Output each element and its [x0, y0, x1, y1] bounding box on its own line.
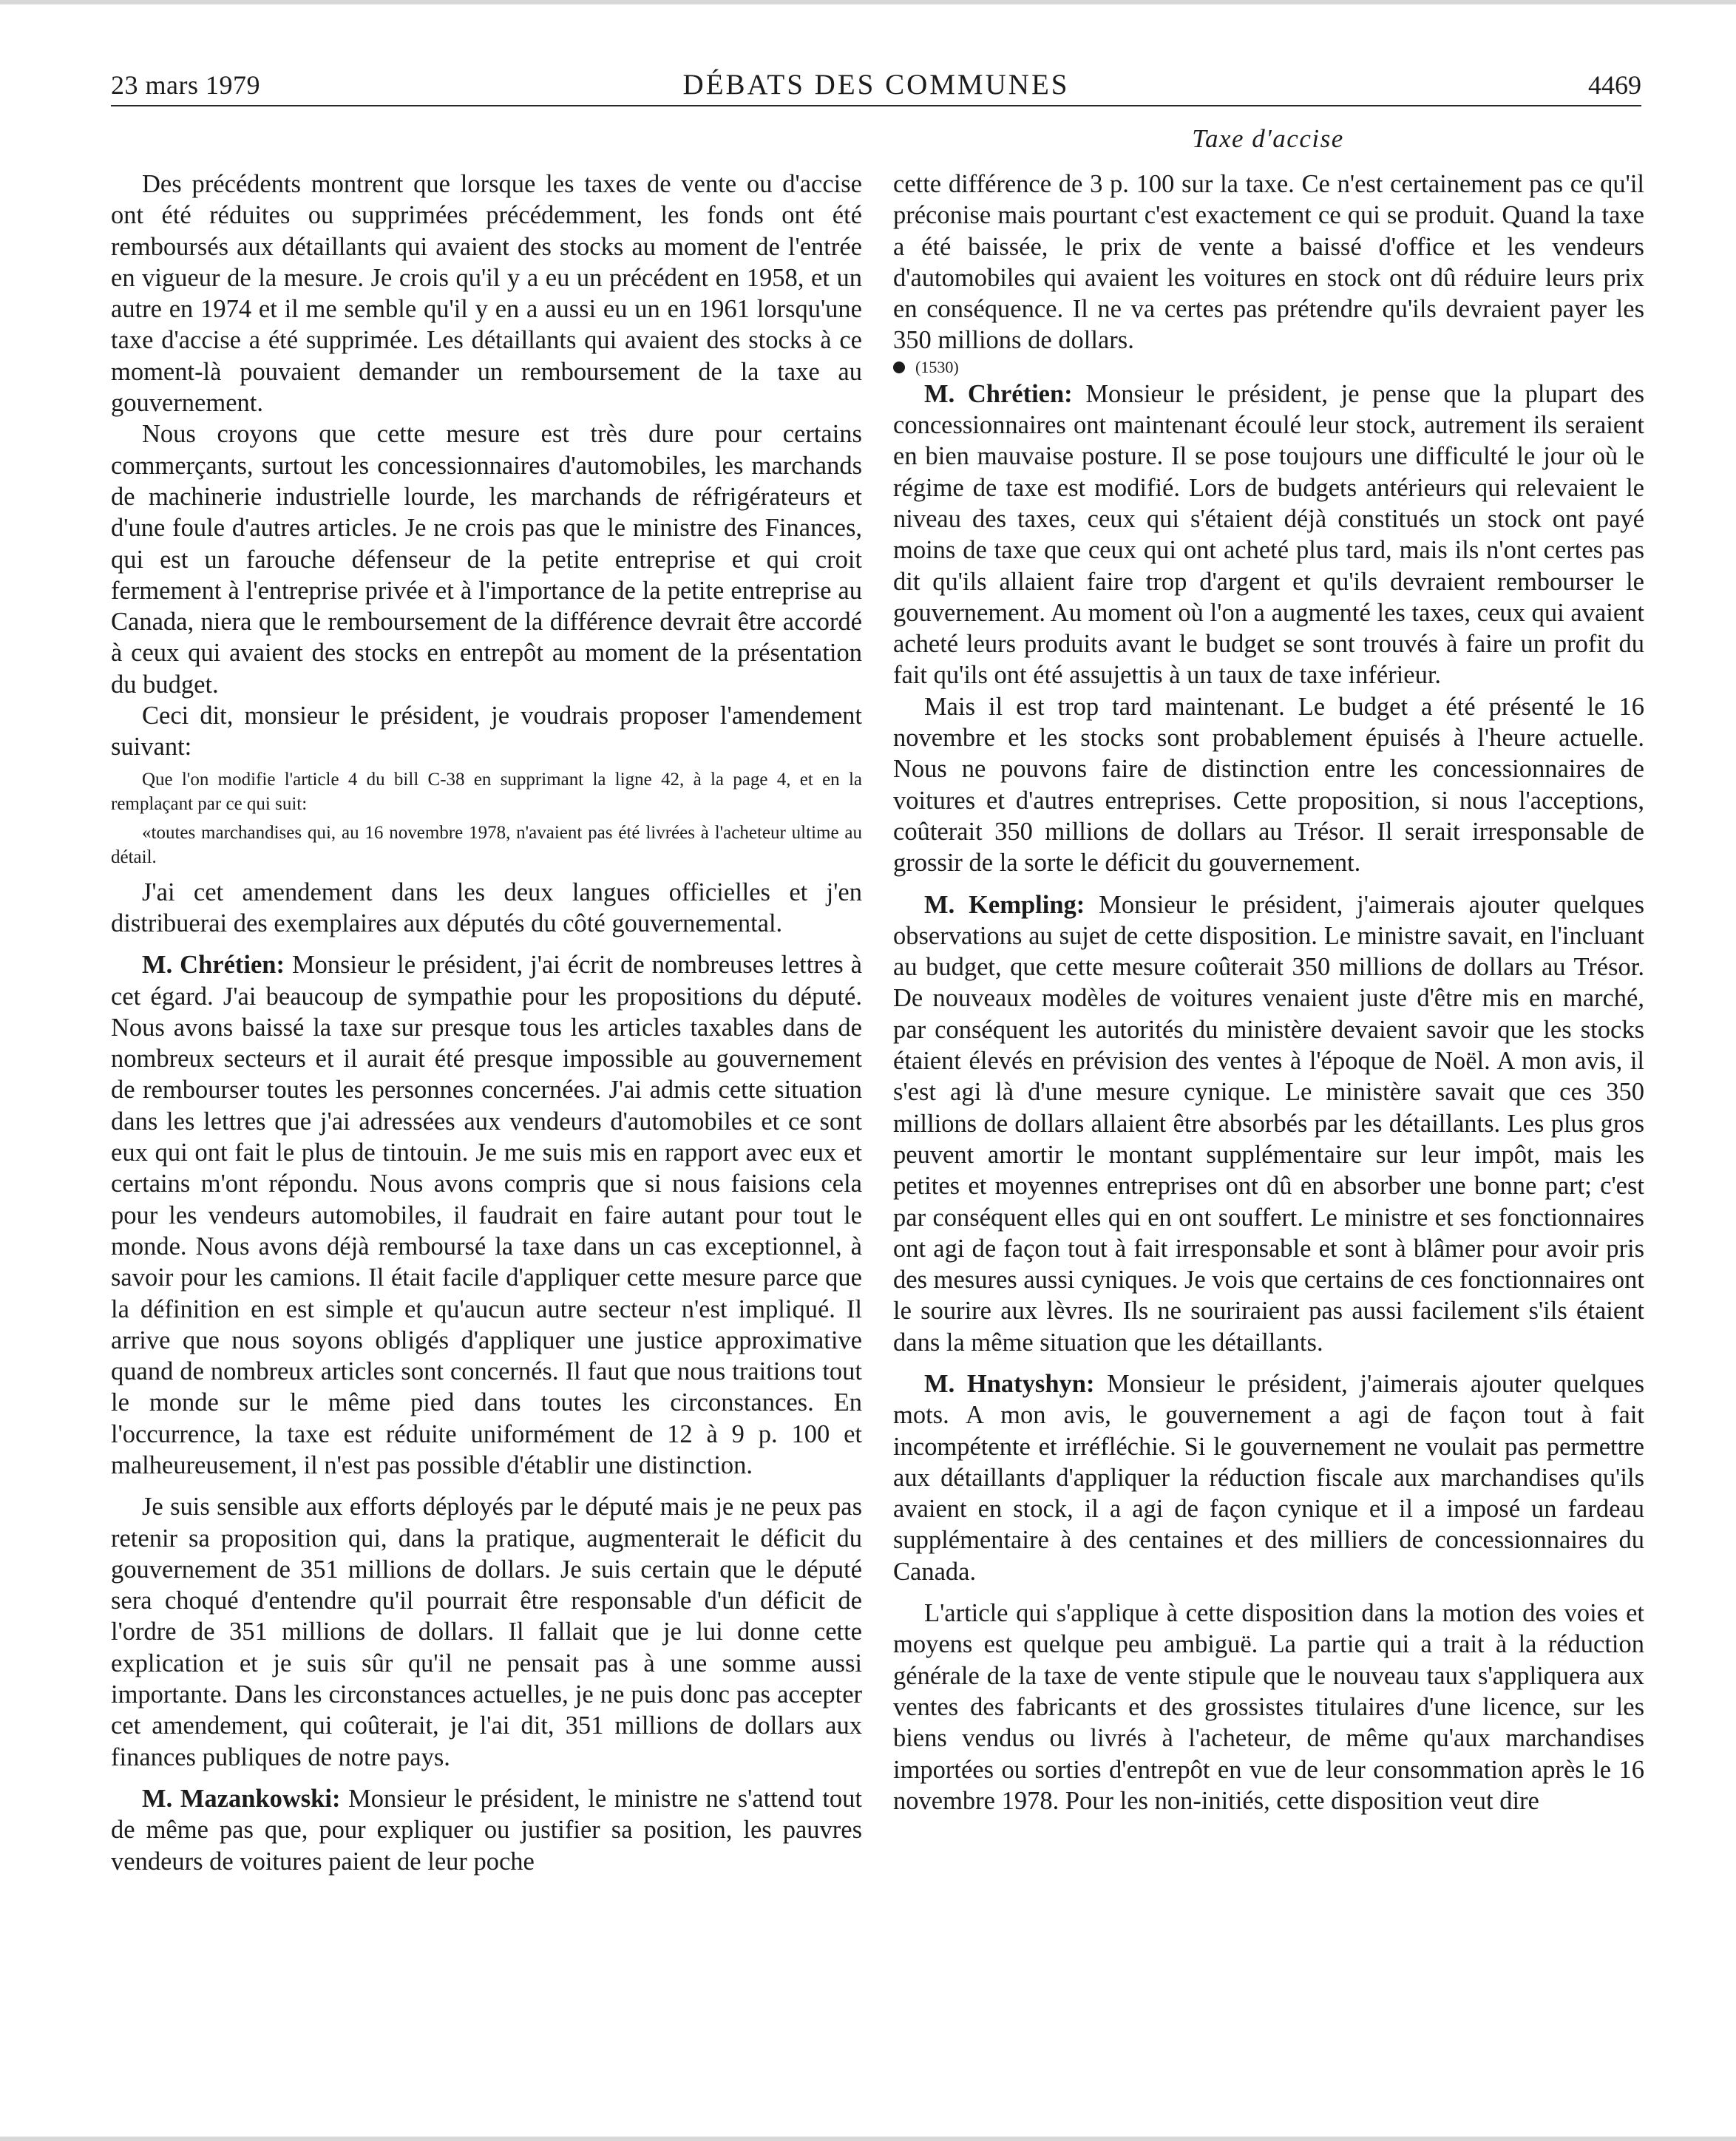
right-paragraph-4	[893, 889, 1644, 1358]
page-bottom-edge	[0, 2137, 1736, 2141]
left-paragraph-1: Des précédents montrent que lorsque les taxes de vente ou d'accise ont été réduites ou supprimées précédemment, les fonds ont été remboursés aux détaillants qui avaient des stocks au moment de l'entrée en vigueur de la mesure. Je crois qu'il y a eu un précédent en 1958, et un autre en 1974 et il me semble qu'il y en a aussi eu un en 1961 lorsqu'une taxe d'accise a été supprimée. Les détaillants qui avaient des stocks à ce moment-là pouvaient demander un remboursement de la taxe au gouvernement.	[111, 170, 862, 418]
speaker-name: M. Chrétien:	[924, 379, 1073, 408]
page-header	[111, 65, 1641, 106]
header-title: DÉBATS DES COMMUNES	[682, 69, 1070, 101]
time-marker-text: (1530)	[915, 357, 959, 376]
right-paragraph-3: Mais il est trop tard maintenant. Le budget a été présenté le 16 novembre et les stocks sont probablement épuisés à l'heure actuelle. Nous ne pouvons faire de distinction entre les concessionnaires de voitures et d'autres entreprises. Cette proposition, si nous l'acceptions, coûterait 350 millions de dollars au Trésor. Il serait irresponsable de grossir de la sorte le déficit du gouvernement.	[893, 692, 1644, 878]
speech-text: Monsieur le président, j'ai écrit de nombreuses lettres à cet égard. J'ai beaucoup de sympathie pour les propositions du député. Nous avons baissé la taxe sur presque tous les articles taxables dans de nombreux secteurs et il aurait été presque impossible au gouvernement de rembourser toutes les personnes concernées. J'ai admis cette situation dans les lettres que j'ai adressées aux vendeurs d'automobiles et ce sont eux qui ont fait le plus de tintouin. Je me suis mis en rapport avec eux et certains m'ont répondu. Nous avons compris que si nous faisions cela pour les vendeurs automobiles, il faudrait en faire autant pour tout le monde. Nous avons déjà remboursé la taxe dans un cas exceptionnel, à savoir pour les camions. Il était facile d'appliquer cette mesure parce que la définition en est simple et qu'aucun autre secteur n'est impliqué. Il arrive que nous soyons obligés d'appliquer une justice approximative quand de nombreux articles sont concernés. Il faut que nous traitions tout le monde sur le même pied dans toutes les circonstances. En l'occurrence, la taxe est réduite uniformément de 12 à 9 p. 100 et malheureusement, il n'est pas possible d'établir une distinction.	[111, 951, 862, 1479]
left-paragraph-4: J'ai cet amendement dans les deux langues officielles et j'en distribuerai des exemplaires aux députés du côté gouvernemental.	[111, 878, 862, 937]
right-paragraph-1: cette différence de 3 p. 100 sur la taxe. Ce n'est certainement pas ce qu'il préconise mais pourtant c'est exactement ce qui se produit. Quand la taxe a été baissée, le prix de vente a baissé d'office et les vendeurs d'automobiles qui avaient les voitures en stock ont dû réduire leurs prix en conséquence. Il ne va certes pas prétendre qu'ils devraient payer les 350 millions de dollars.	[893, 170, 1644, 355]
right-paragraph-5	[893, 1368, 1644, 1587]
time-marker	[893, 356, 1644, 379]
speaker-name: M. Kempling:	[924, 890, 1085, 919]
left-paragraph-2: Nous croyons que cette mesure est très dure pour certains commerçants, surtout les concessionnaires d'automobiles, les marchands de machinerie industrielle lourde, les marchands de réfrigérateurs et d'une foule d'autres articles. Je ne crois pas que le ministre des Finances, qui est un farouche défenseur de la petite entreprise et qui croit fermement à l'entreprise privée et à l'importance de la petite entreprise au Canada, niera que le remboursement de la différence devrait être accordé à ceux qui avaient des stocks en entrepôt au moment de la présentation du budget.	[111, 420, 862, 699]
header-date: 23 mars 1979	[111, 70, 260, 100]
section-title: Taxe d'accise	[1192, 124, 1344, 153]
left-paragraph-3: Ceci dit, monsieur le président, je voudrais proposer l'amendement suivant:	[111, 702, 862, 761]
left-paragraph-6: Je suis sensible aux efforts déployés par le député mais je ne peux pas retenir sa proposition qui, dans la pratique, augmenterait le déficit du gouvernement de 351 millions de dollars. Je suis certain que le député sera choqué d'entendre qu'il pourrait être responsable d'un déficit de l'ordre de 351 millions de dollars. Il fallait que je lui donne cette explication et je suis sûr qu'il ne pensait pas à une somme aussi importante. Dans les circonstances actuelles, je ne puis donc pas accepter cet amendement, qui coûterait, je l'ai dit, 351 millions de dollars aux finances publiques de notre pays.	[111, 1493, 862, 1771]
right-paragraph-6: L'article qui s'applique à cette disposition dans la motion des voies et moyens est quelque peu ambiguë. La partie qui a trait à la réduction générale de la taxe de vente stipule que le nouveau taux s'appliquera aux ventes des fabricants et des grossistes titulaires d'une licence, sur les biens vendus ou livrés à l'acheteur, de même qu'aux marchandises importées ou sorties d'entrepôt en vue de leur consommation après le 16 novembre 1978. Pour les non-initiés, cette disposition veut dire	[893, 1599, 1644, 1815]
speech-text: Monsieur le président, j'aimerais ajouter quelques observations au sujet de cette disposition. Le ministre savait, en l'incluant au budget, que cette mesure coûterait 350 millions de dollars au Trésor. De nouveaux modèles de voitures venaient juste d'être mis en marché, par conséquent les autorités du ministère devaient savoir que les stocks étaient élevés en prévision des ventes à l'époque de Noël. A mon avis, il s'est agi là d'une mesure cynique. Le ministère savait que ces 350 millions de dollars allaient être absorbés par les détaillants. Les plus gros peuvent amortir le montant supplémentaire sur leur impôt, mais les petites et moyennes entreprises ont dû en absorber une bonne part; c'est par conséquent elles qui en ont souffert. Le ministre et ses fonctionnaires ont agi de façon tout à fait irresponsable et sont à blâmer pour avoir pris des mesures aussi cyniques. Je vois que certains de ces fonctionnaires ont le sourire aux lèvres. Ils ne souriraient pas aussi facilement s'ils étaient dans la même situation que les détaillants.	[893, 890, 1644, 1357]
speech-text: Monsieur le président, j'aimerais ajouter quelques mots. A mon avis, le gouvernement a agi de façon tout à fait incompétente et irréfléchie. Si le gouvernement ne voulait pas permettre aux détaillants d'appliquer la réduction fiscale aux marchandises qu'ils avaient en stock, il a agi de façon cynique et il a imposé un fardeau supplémentaire à des centaines et des milliers de concessionnaires du Canada.	[893, 1369, 1645, 1586]
amendment-quote-2: «toutes marchandises qui, au 16 novembre 1978, n'avaient pas été livrées à l'acheteur ultime au détail.	[111, 822, 862, 867]
speech-text: Monsieur le président, le ministre ne s'attend tout de même pas que, pour expliquer ou justifier sa position, les pauvres vendeurs de voitures paient de leur poche	[111, 1784, 862, 1876]
page-top-edge	[0, 0, 1736, 4]
bullet-dot-icon	[893, 362, 905, 373]
right-paragraph-2	[893, 379, 1644, 691]
speaker-name: M. Mazankowski:	[142, 1784, 341, 1813]
amendment-quote-1: Que l'on modifie l'article 4 du bill C-38 en supprimant la ligne 42, à la page 4, et en la remplaçant par ce qui suit:	[111, 769, 862, 814]
left-paragraph-5	[111, 949, 862, 1481]
header-page-number: 4469	[1588, 70, 1641, 100]
speaker-name: M. Hnatyshyn:	[924, 1369, 1095, 1398]
left-paragraph-7	[111, 1783, 862, 1877]
left-column	[111, 169, 862, 1877]
speech-text: Monsieur le président, je pense que la plupart des concessionnaires ont maintenant écoulé leur stock, autrement ils seraient en bien mauvaise posture. Il se pose toujours une difficulté le jour où le régime de taxe est modifié. Lors de budgets antérieurs qui relevaient le niveau des taxes, ceux qui s'étaient déjà constitués un stock ont payé moins de taxe que ceux qui ont acheté plus tard, mais ils n'ont certes pas dit qu'ils allaient faire trop d'argent et qu'ils devraient rembourser le gouvernement. Au moment où l'on a augmenté les taxes, ceux qui avaient acheté leurs produits avant le budget se sont trouvés à faire un profit du fait qu'ils ont été assujettis à un taux de taxe inférieur.	[893, 379, 1645, 690]
right-column	[893, 169, 1644, 1816]
speaker-name: M. Chrétien:	[142, 951, 285, 980]
